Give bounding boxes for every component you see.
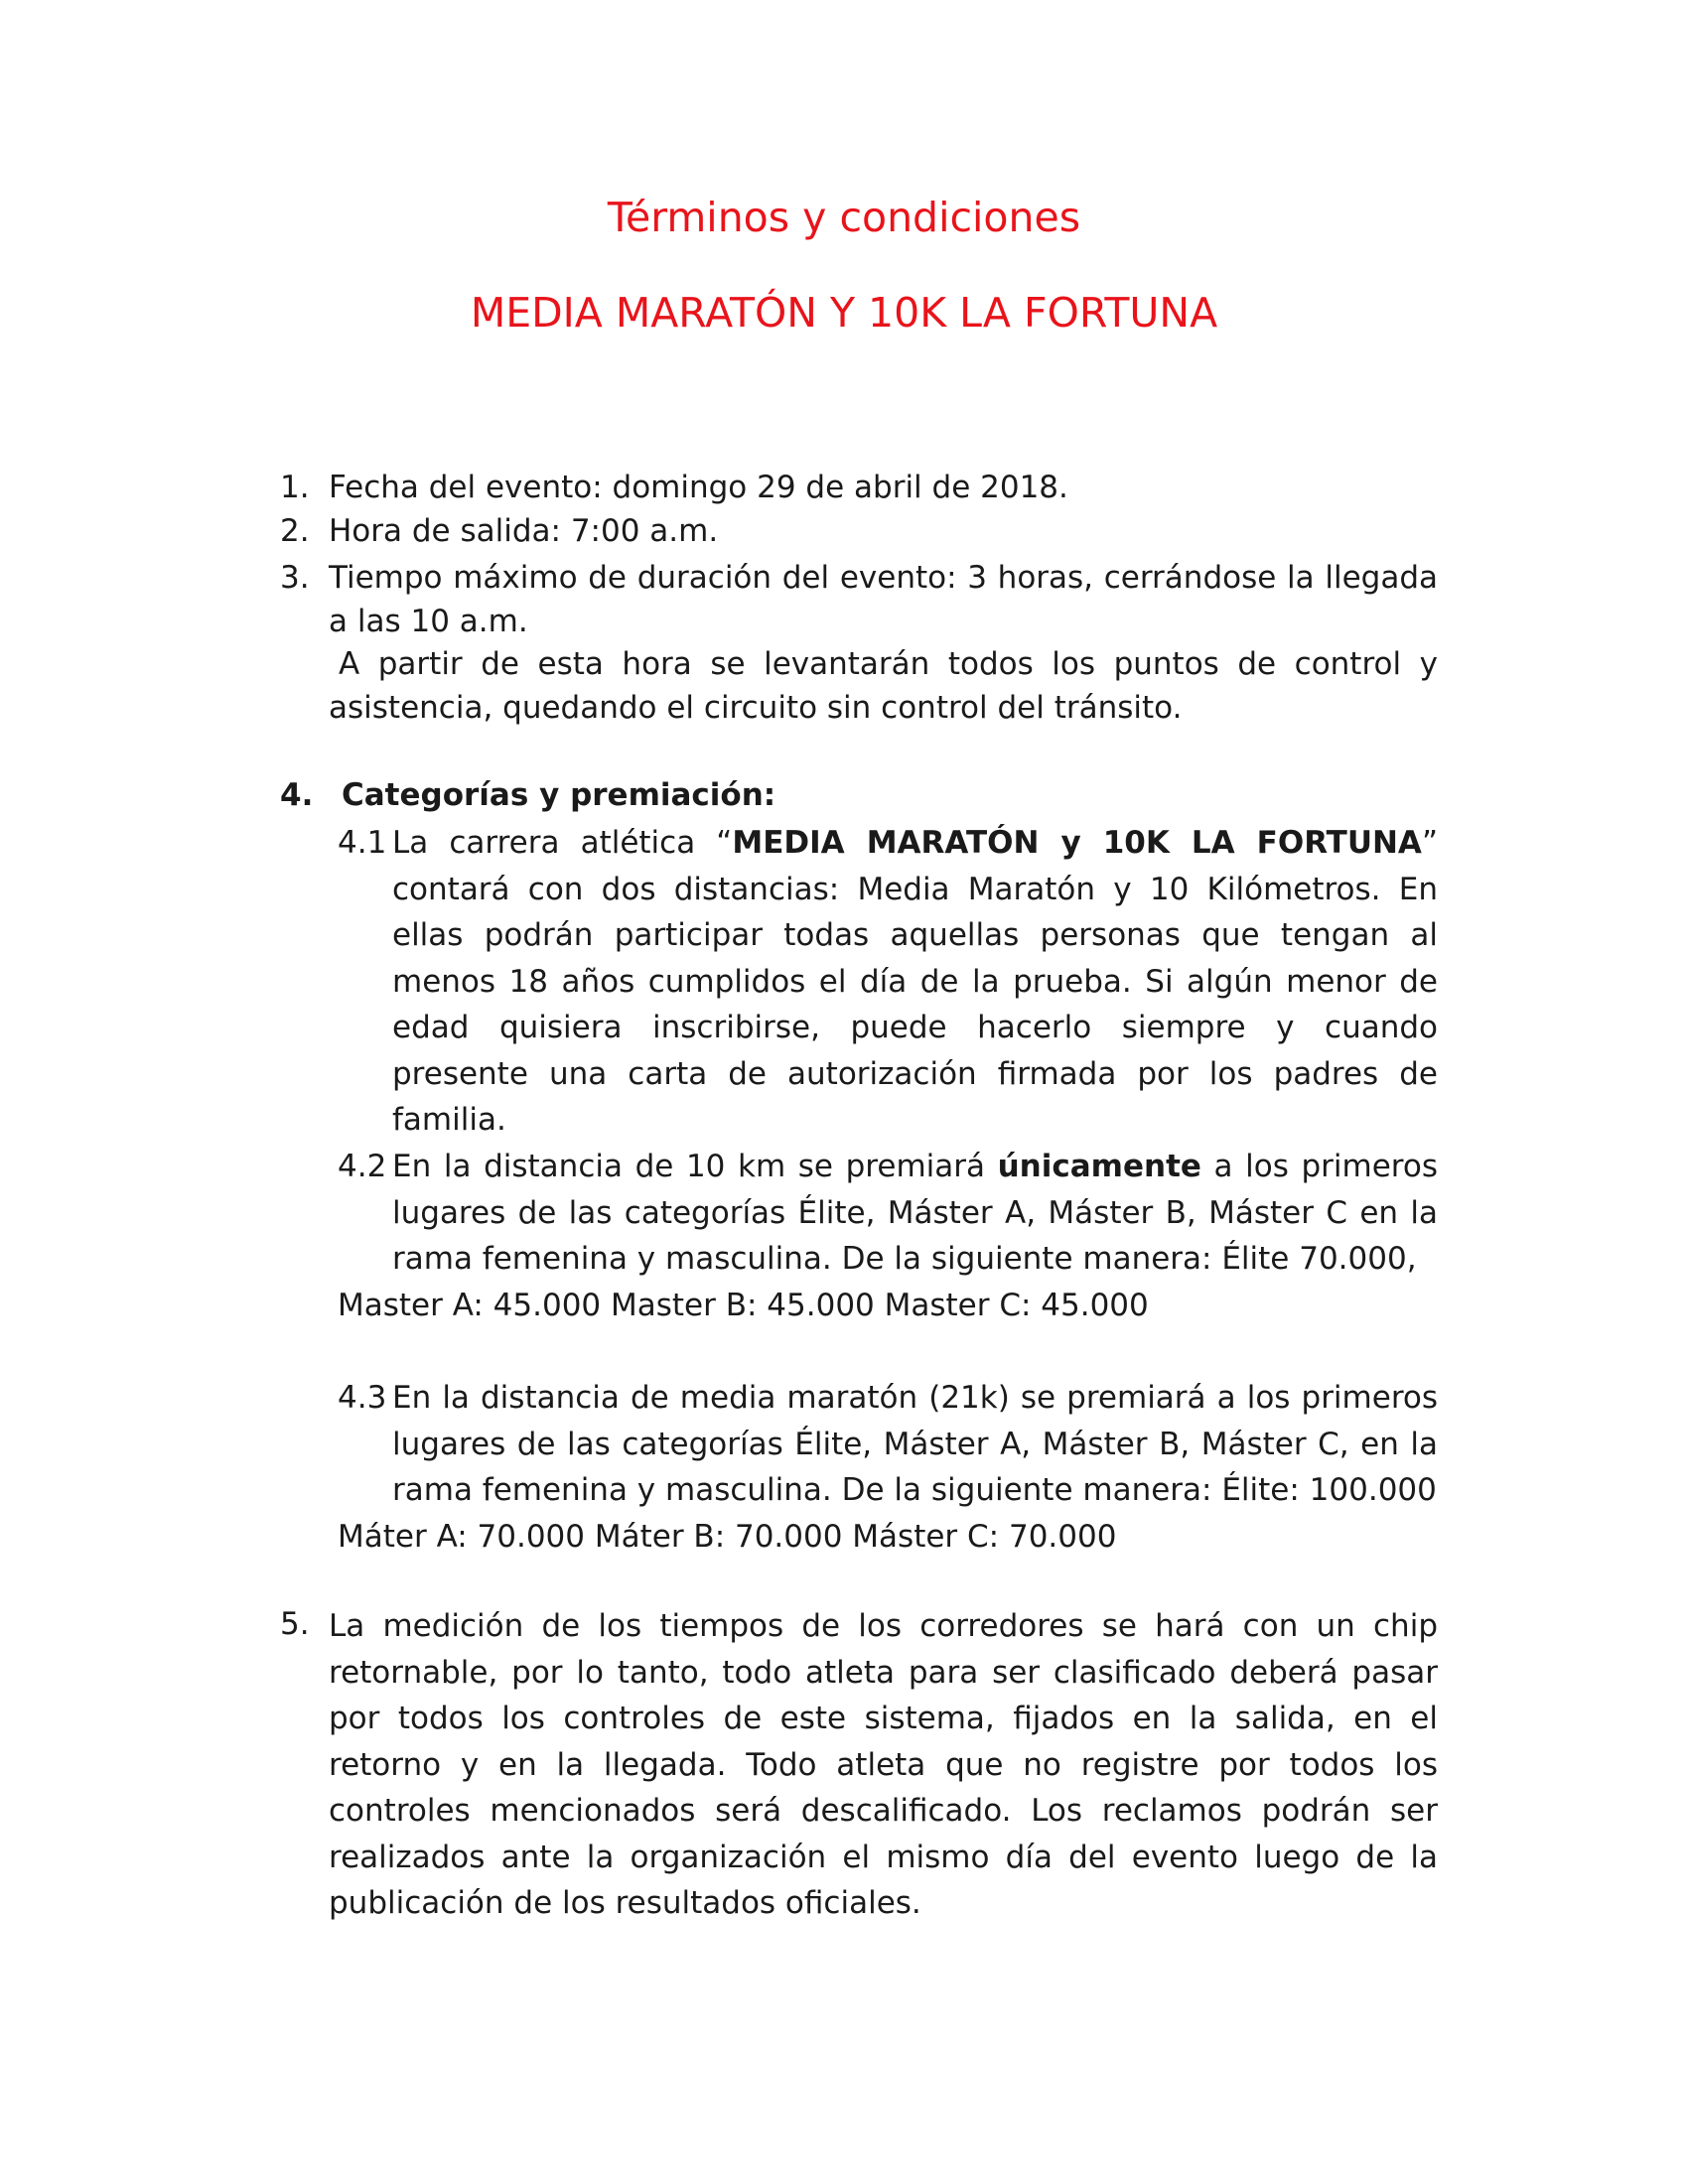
list-item: Tiempo máximo de duración del evento: 3 horas, cerrándose la llegada a las 10 a.m. bbox=[329, 560, 1438, 639]
page-subtitle: MEDIA MARATÓN Y 10K LA FORTUNA bbox=[470, 289, 1218, 337]
subsection-text: La carrera atlética “ bbox=[392, 825, 733, 861]
item-number: 1. bbox=[280, 470, 310, 505]
subsection-text: En la distancia de media maratón (21k) se premiará a los primeros lugares de las categorías Élite, Máster A, Máster B, Máster C, en la rama femenina y masculina. De la siguiente manera: Élite: 100.000 bbox=[392, 1380, 1438, 1508]
subsection-text-last-line: Máter A: 70.000 Máter B: 70.000 Máster C: 70.000 bbox=[338, 1518, 1117, 1555]
section-title: Categorías y premiación: bbox=[342, 777, 776, 813]
section-number: 4. bbox=[280, 777, 314, 813]
item-number: 2. bbox=[280, 513, 310, 549]
subsection-bold-text: únicamente bbox=[997, 1149, 1201, 1184]
subsection-text: En la distancia de 10 km se premiará bbox=[392, 1149, 998, 1184]
subsection-number: 4.1 bbox=[338, 825, 387, 861]
item-number: 5. bbox=[280, 1606, 310, 1642]
list-item-continuation: A partir de esta hora se levantarán todos los puntos de control y asistencia, quedando el circuito sin control del tránsito. bbox=[329, 646, 1438, 726]
list-item: Fecha del evento: domingo 29 de abril de 2018. bbox=[329, 470, 1068, 505]
subsection-number: 4.2 bbox=[338, 1149, 387, 1184]
item-number: 3. bbox=[280, 560, 310, 596]
subsection-4-1 bbox=[338, 820, 1438, 1144]
page-title: Términos y condiciones bbox=[607, 194, 1081, 241]
list-item: Hora de salida: 7:00 a.m. bbox=[329, 513, 719, 549]
list-item: La medición de los tiempos de los corredores se hará con un chip retornable, por lo tanto, todo atleta para ser clasificado deberá pasar por todos los controles de este sistema, fijados en la salida, en el retorno y en la llegada. Todo atleta que no registre por todos los controles mencionados será descalificado. Los reclamos podrán ser realizados ante la organización el mismo día del evento luego de la publicación de los resultados oficiales. bbox=[329, 1608, 1438, 1921]
subsection-4-2 bbox=[338, 1144, 1438, 1328]
section-heading bbox=[280, 774, 775, 818]
subsection-text-last-line: Master A: 45.000 Master B: 45.000 Master C: 45.000 bbox=[338, 1287, 1149, 1323]
subsection-bold-text: MEDIA MARATÓN y 10K LA FORTUNA bbox=[732, 825, 1422, 861]
subsection-text: a los primeros lugares de las categorías Élite, Máster A, Máster B, Máster C en la rama femenina y masculina. De la siguiente manera: Élite 70.000, bbox=[392, 1149, 1438, 1277]
subsection-number: 4.3 bbox=[338, 1380, 387, 1416]
subsection-text: ” contará con dos distancias: Media Maratón y 10 Kilómetros. En ellas podrán participar todas aquellas personas que tengan al menos 18 años cumplidos el día de la prueba. Si algún menor de edad quisiera inscribirse, puede hacerlo siempre y cuando presente una carta de autorización firmada por los padres de familia. bbox=[392, 825, 1438, 1138]
subsection-4-3 bbox=[338, 1375, 1438, 1560]
